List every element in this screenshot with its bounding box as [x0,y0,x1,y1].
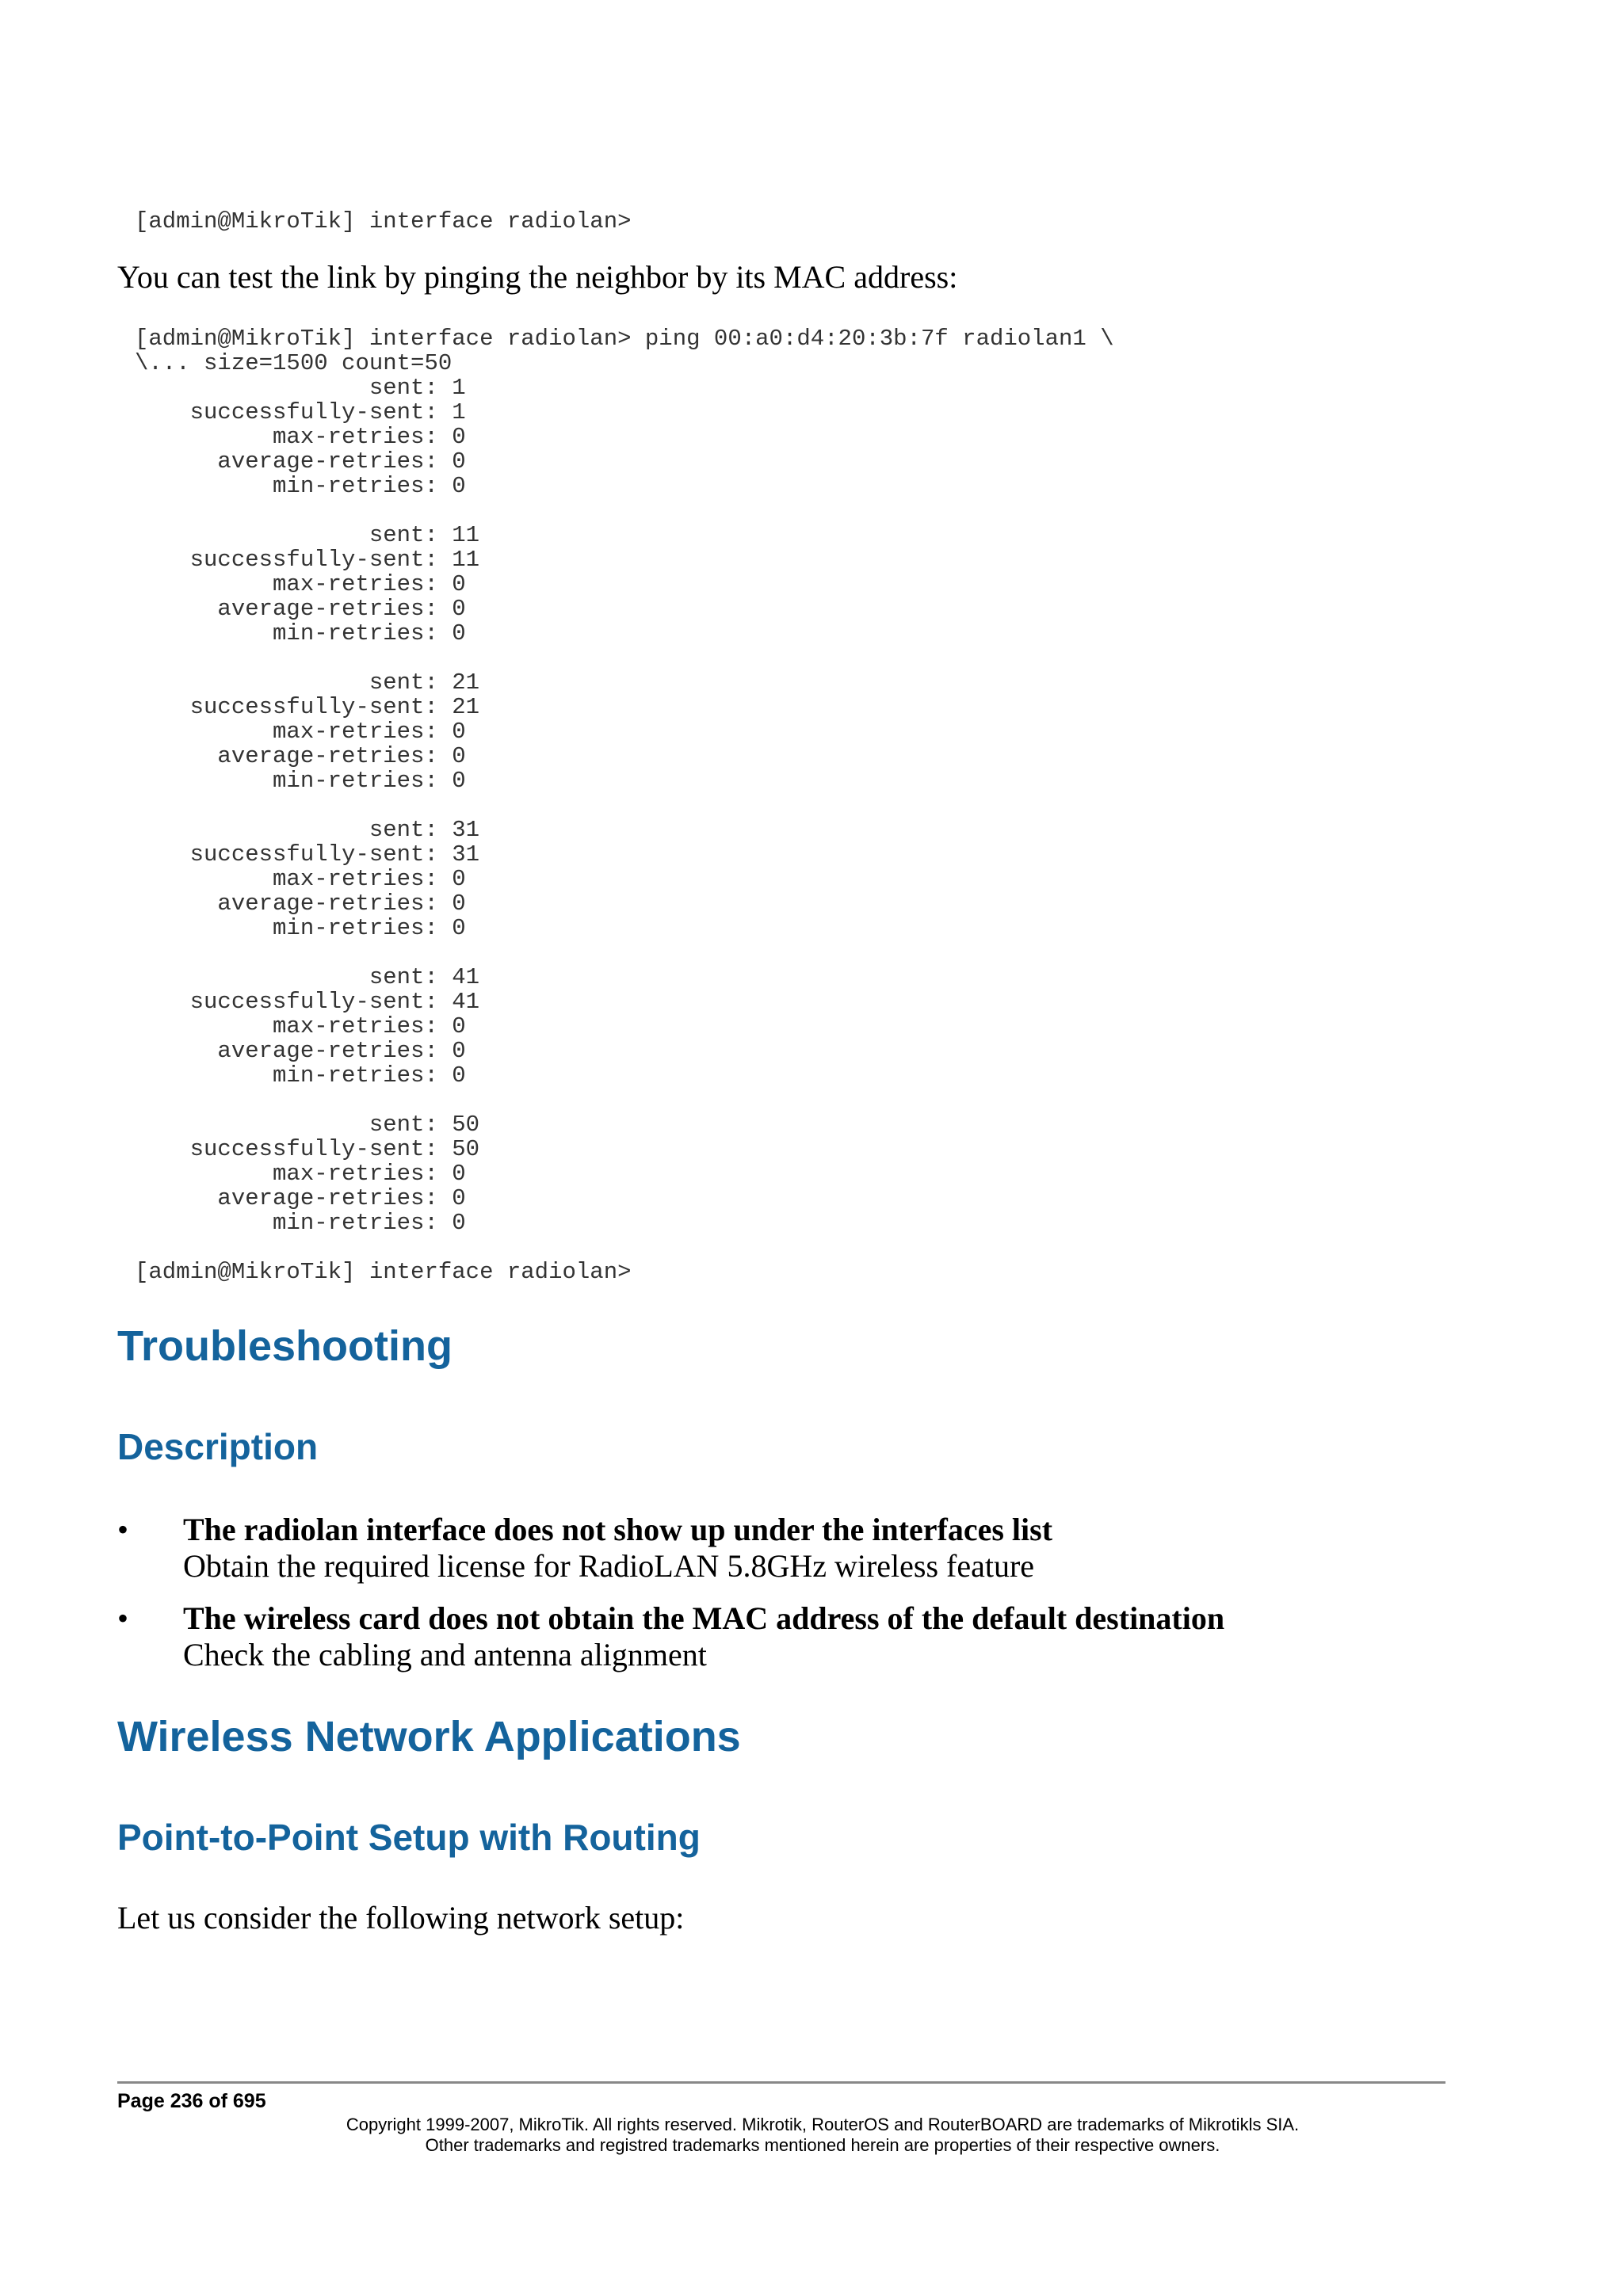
list-item-description: Obtain the required license for RadioLAN 5.8GHz wireless feature [183,1548,1035,1584]
troubleshooting-list [117,1512,1465,1689]
footer-divider [117,2081,1445,2084]
list-item [117,1600,1465,1673]
bullet-icon: • [117,1512,129,1547]
heading-troubleshooting: Troubleshooting [117,1322,453,1370]
list-item-description: Check the cabling and antenna alignment [183,1637,707,1672]
page-number: Page 236 of 695 [117,2090,266,2112]
list-item [117,1512,1465,1585]
subheading-point-to-point-setup: Point-to-Point Setup with Routing [117,1817,701,1858]
network-setup-paragraph: Let us consider the following network setup: [117,1900,685,1936]
copyright-line-2: Other trademarks and registred trademarks mentioned herein are properties of their respective owners. [425,2135,1220,2155]
intro-paragraph: You can test the link by pinging the neighbor by its MAC address: [117,259,958,295]
bullet-icon: • [117,1600,129,1636]
list-item-title: The wireless card does not obtain the MAC address of the default destination [183,1600,1225,1636]
code-block-ping-output: [admin@MikroTik] interface radiolan> ping 00:a0:d4:20:3b:7f radiolan1 \ \... size=1500 count=50 sent: 1 successfully-sent: 1 max-retries: 0 average-retries: 0 min-retries: 0 sent: 11 successfully-sent: 11 max-retries: 0 average-retries: 0 min-retries: 0 sent: 21 successfully-sent: 21 max-retries: 0 average-retries: 0 min-retries: 0 sent: 31 successfully-sent: 31 max-retries: 0 average-retries: 0 min-retries: 0 sent: 41 successfully-sent: 41 max-retries: 0 average-retries: 0 min-retries: 0 sent: 50 successfully-sent: 50 max-retries: 0 average-retries: 0 min-retries: 0 [admin@MikroTik] interface radiolan> [135,326,1114,1285]
subheading-description: Description [117,1426,319,1467]
heading-wireless-network-applications: Wireless Network Applications [117,1713,741,1760]
copyright-line-1: Copyright 1999-2007, MikroTik. All rights reserved. Mikrotik, RouterOS and RouterBOARD are trademarks of Mikrotikls SIA. [346,2115,1300,2134]
list-item-title: The radiolan interface does not show up under the interfaces list [183,1512,1053,1547]
code-block-prompt: [admin@MikroTik] interface radiolan> [135,208,632,235]
